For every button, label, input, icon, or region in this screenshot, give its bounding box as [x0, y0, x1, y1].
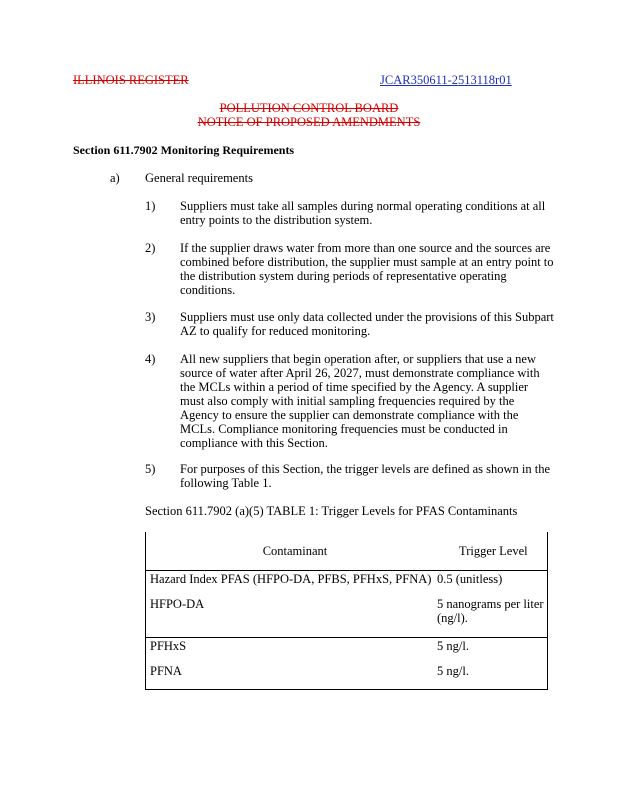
item-text: [180, 241, 580, 297]
item-line: entry points to the distribution system.: [180, 213, 373, 227]
table-cell-trigger-level: 5 ng/l.: [437, 664, 469, 678]
item-number: 4): [145, 352, 156, 366]
table-cell-contaminant: HFPO-DA: [150, 597, 205, 611]
table-cell-contaminant: PFNA: [150, 664, 182, 678]
item-number: 1): [145, 199, 156, 213]
table-cell-trigger-level: 0.5 (unitless): [437, 572, 503, 586]
item-number: 5): [145, 462, 156, 476]
item-text: [180, 199, 580, 227]
item-number: 3): [145, 310, 156, 324]
item-line: MCLs. Compliance monitoring frequencies must be conducted in: [180, 422, 508, 436]
item-line: Suppliers must take all samples during normal operating conditions at all: [180, 199, 546, 213]
item-line: Suppliers must use only data collected under the provisions of this Subpart: [180, 310, 554, 324]
table-cell-contaminant: PFHxS: [150, 639, 187, 653]
board-name: POLLUTION CONTROL BOARD: [219, 101, 399, 115]
item-line: the distribution system during periods of representative operating: [180, 269, 507, 283]
item-line: For purposes of this Section, the trigger levels are defined as shown in the: [180, 462, 551, 476]
table-header-divider: [145, 570, 548, 571]
item-line: If the supplier draws water from more than one source and the sources are: [180, 241, 551, 255]
notice-title: NOTICE OF PROPOSED AMENDMENTS: [197, 115, 421, 129]
item-line: compliance with this Section.: [180, 436, 328, 450]
table-caption: Section 611.7902 (a)(5) TABLE 1: Trigger Levels for PFAS Contaminants: [145, 504, 518, 518]
item-line: following Table 1.: [180, 476, 272, 490]
table-cell-trigger-level: 5 ng/l.: [437, 639, 469, 653]
subsection-title: General requirements: [145, 171, 253, 185]
header-register-title: ILLINOIS REGISTER: [73, 73, 189, 87]
table-header-trigger-level: Trigger Level: [459, 544, 528, 558]
item-line: combined before distribution, the supplier must sample at an entry point to: [180, 255, 554, 269]
section-heading: Section 611.7902 Monitoring Requirements: [73, 143, 295, 157]
item-text: [180, 462, 580, 490]
table-border-bottom: [145, 689, 548, 690]
item-line: All new suppliers that begin operation after, or suppliers that use a new: [180, 352, 536, 366]
table-cell-trigger-level: 5 nanograms per liter (ng/l).: [437, 597, 544, 625]
item-text: [180, 310, 580, 338]
subsection-label: a): [110, 171, 120, 185]
item-text: [180, 352, 580, 450]
table-row-divider: [145, 637, 548, 638]
table-border-left: [145, 532, 146, 690]
item-number: 2): [145, 241, 156, 255]
item-line: conditions.: [180, 283, 236, 297]
item-line: the MCLs within a period of time specified by the Agency. A supplier: [180, 380, 529, 394]
table-header-contaminant: Contaminant: [262, 544, 328, 558]
item-line: source of water after April 26, 2027, must demonstrate compliance with: [180, 366, 540, 380]
header-jcar-code: JCAR350611-2513118r01: [380, 73, 512, 87]
table-cell-contaminant: Hazard Index PFAS (HFPO-DA, PFBS, PFHxS, PFNA): [150, 572, 432, 586]
item-line: AZ to qualify for reduced monitoring.: [180, 324, 371, 338]
item-line: must also comply with initial sampling frequencies required by the: [180, 394, 515, 408]
item-line: Agency to ensure the supplier can demonstrate compliance with the: [180, 408, 519, 422]
